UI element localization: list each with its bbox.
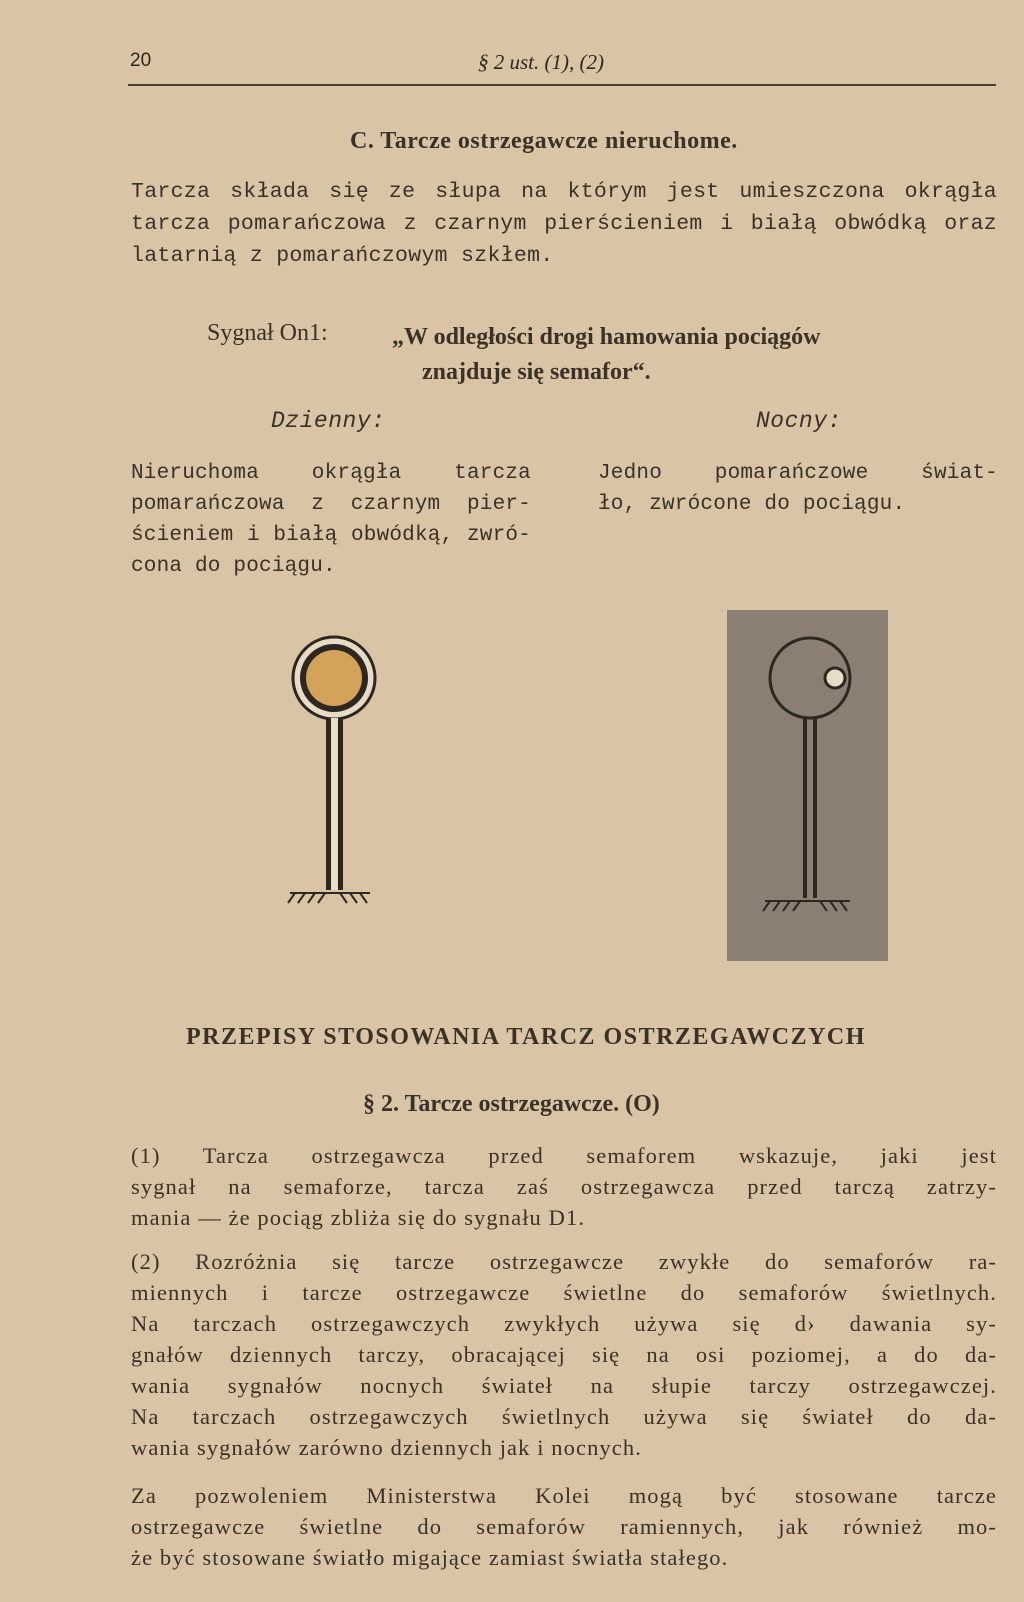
text-line: miennych i tarcze ostrzegawcze świetlne do semaforów świetlnych. xyxy=(131,1280,997,1305)
text-line: ścieniem i białą obwódką, zwró- xyxy=(131,524,531,547)
text-line: Nieruchoma okrągła tarcza xyxy=(131,462,531,485)
signal-definition-line: znajduje się semafor“. xyxy=(422,359,651,385)
night-heading: Nocny: xyxy=(756,408,842,434)
orange-lamp-icon xyxy=(825,668,845,688)
disc-orange-face xyxy=(306,650,362,706)
day-heading: Dzienny: xyxy=(271,408,386,434)
text-line: tarcza pomarańczowa z czarnym pierścieniem i białą obwódką oraz xyxy=(131,212,997,236)
paragraph-1 xyxy=(131,1140,997,1233)
header-rule xyxy=(128,84,996,86)
text-line: latarnią z pomarańczowym szkłem. xyxy=(131,244,554,268)
text-line: Jedno pomarańczowe świat- xyxy=(598,462,998,485)
text-line: ło, zwrócone do pociągu. xyxy=(598,493,906,516)
post-left xyxy=(326,718,331,890)
text-line: gnałów dziennych tarczy, obracającej się na osi poziomej, a do da- xyxy=(131,1342,997,1367)
night-signal-illustration xyxy=(725,608,890,963)
text-line: Tarcza składa się ze słupa na którym jest umieszczona okrągła xyxy=(131,180,997,204)
intro-paragraph xyxy=(131,176,997,272)
day-description xyxy=(131,458,531,582)
text-line: wania sygnałów zarówno dziennych jak i nocnych. xyxy=(131,1435,642,1460)
page-number: 20 xyxy=(130,50,152,71)
post-left xyxy=(803,718,807,898)
night-panel xyxy=(727,610,888,961)
running-header: § 2 ust. (1), (2) xyxy=(478,50,604,74)
text-line: ostrzegawcze świetlne do semaforów ramiennych, jak również mo- xyxy=(131,1514,997,1539)
text-line: (2) Rozróżnia się tarcze ostrzegawcze zwykłe do semaforów ra- xyxy=(131,1249,997,1274)
text-line: sygnał na semaforze, tarcza zaś ostrzegawcza przed tarczą zatrzy- xyxy=(131,1174,997,1199)
post-right xyxy=(813,718,817,898)
text-line: Na tarczach ostrzegawczych świetlnych używa się świateł do da- xyxy=(131,1404,997,1429)
ground-hatch xyxy=(288,893,370,903)
post-inner xyxy=(331,718,338,890)
signal-definition xyxy=(392,320,952,390)
text-line: mania — że pociąg zbliża się do sygnału D1. xyxy=(131,1205,586,1230)
paragraph-title: § 2. Tarcze ostrzegawcze. (O) xyxy=(363,1091,660,1117)
text-line: wania sygnałów nocnych świateł na słupie tarczy ostrzegawczej. xyxy=(131,1373,997,1398)
rules-title: PRZEPISY STOSOWANIA TARCZ OSTRZEGAWCZYCH xyxy=(186,1024,866,1050)
day-signal-illustration xyxy=(280,628,390,928)
text-line: Na tarczach ostrzegawczych zwykłych używa się d› dawania sy- xyxy=(131,1311,997,1336)
text-line: pomarańczowa z czarnym pier- xyxy=(131,493,531,516)
section-title: C. Tarcze ostrzegawcze nieruchome. xyxy=(350,128,738,154)
text-line: że być stosowane światło migające zamiast światła stałego. xyxy=(131,1545,729,1570)
post-right xyxy=(338,718,343,890)
signal-definition-line: „W odległości drogi hamowania pociągów xyxy=(392,324,821,350)
night-description xyxy=(598,458,998,520)
text-line: Za pozwoleniem Ministerstwa Kolei mogą być stosowane tarcze xyxy=(131,1483,997,1508)
text-line: cona do pociągu. xyxy=(131,555,336,578)
paragraph-3 xyxy=(131,1480,997,1573)
text-line: (1) Tarcza ostrzegawcza przed semaforem wskazuje, jaki jest xyxy=(131,1143,997,1168)
paragraph-2 xyxy=(131,1246,997,1463)
signal-label: Sygnał On1: xyxy=(207,320,328,346)
